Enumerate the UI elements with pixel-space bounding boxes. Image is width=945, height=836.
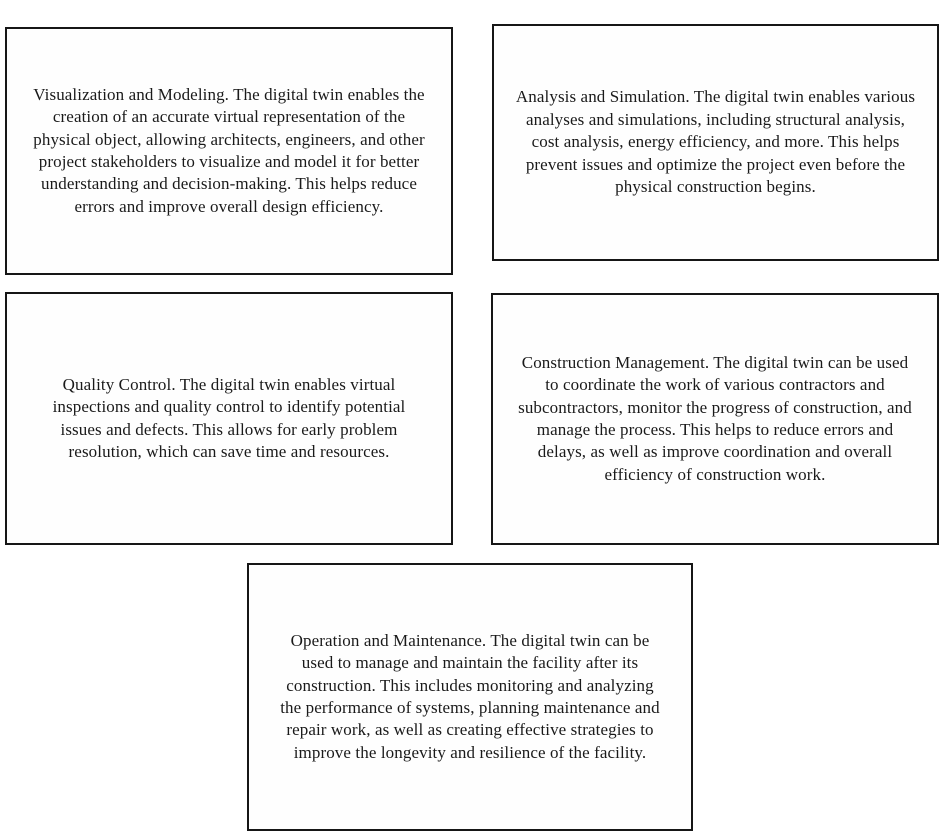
box-operation-and-maintenance <box>247 563 693 831</box>
box-quality-control <box>5 292 453 545</box>
box-analysis-and-simulation-text: Analysis and Simulation. The digital twin enables various analyses and simulations, including structural analysis, cost analysis, energy efficiency, and more. This helps prevent issues and optimize the project even before the physical construction begins. <box>515 87 916 197</box>
box-analysis-and-simulation <box>492 24 939 261</box>
box-construction-management-text: Construction Management. The digital twin can be used to coordinate the work of various contractors and subcontractors, monitor the progress of construction, and manage the process. This helps to reduce errors and delays, as well as improve coordination and overall efficiency of construction work. <box>518 352 912 484</box>
box-construction-management <box>491 293 939 545</box>
box-operation-and-maintenance-text: Operation and Maintenance. The digital twin can be used to manage and maintain the facility after its construction. This includes monitoring and analyzing the performance of systems, planning maintenance and repair work, as well as creating effective strategies to improve the longevity and resilience of the facility. <box>280 630 660 762</box>
box-visualization-and-modeling-text: Visualization and Modeling. The digital twin enables the creation of an accurate virtual representation of the physical object, allowing architects, engineers, and other project stakeholders to visualize and model it for better understanding and decision-making. This helps reduce errors and improve overall design efficiency. <box>33 84 425 216</box>
box-quality-control-text: Quality Control. The digital twin enables virtual inspections and quality control to identify potential issues and defects. This allows for early problem resolution, which can save time and resources. <box>52 374 406 461</box>
box-visualization-and-modeling <box>5 27 453 275</box>
